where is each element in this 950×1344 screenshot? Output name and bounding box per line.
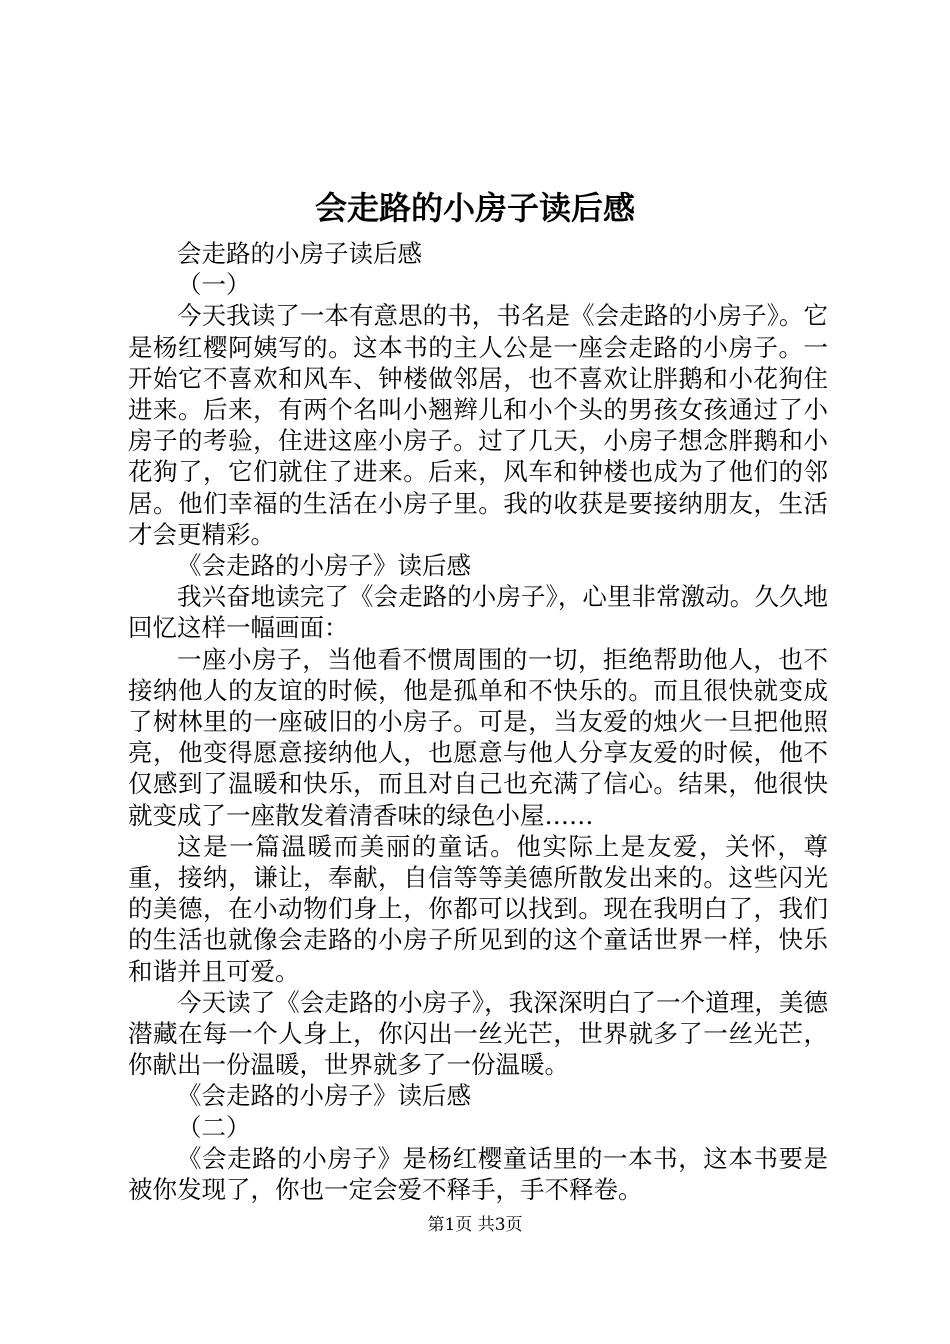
- paragraph: 我兴奋地读完了《会走路的小房子》，心里非常激动。久久地回忆这样一幅画面：: [128, 582, 828, 643]
- paragraph-subtitle: 会走路的小房子读后感: [177, 239, 422, 268]
- paragraph: 今天读了《会走路的小房子》，我深深明白了一个道理，美德潜藏在每一个人身上，你闪出一丝光芒，世界就多了一丝光芒，你献出一份温暖，世界就多了一份温暖。: [128, 987, 828, 1080]
- paragraph: 今天我读了一本有意思的书，书名是《会走路的小房子》。它是杨红樱阿姨写的。这本书的主人公是一座会走路的小房子。一开始它不喜欢和风车、钟楼做邻居，也不喜欢让胖鹅和小花狗住进来。后来，有两个名叫小翘辫儿和小个头的男孩女孩通过了小房子的考验，住进这座小房子。过了几天，小房子想念胖鹅和小花狗了，它们就住了进来。后来，风车和钟楼也成为了他们的邻居。他们幸福的生活在小房子里。我的收获是要接纳朋友，生活才会更精彩。: [128, 301, 828, 549]
- document-body: [128, 238, 828, 1205]
- paragraph-section-2: （二）: [177, 1112, 251, 1142]
- paragraph-section-1: （一）: [177, 270, 251, 300]
- paragraph: 一座小房子，当他看不惯周围的一切，拒绝帮助他人，也不接纳他人的友谊的时候，他是孤单和不快乐的。而且很快就变成了树林里的一座破旧的小房子。可是，当友爱的烛火一旦把他照亮，他变得愿意接纳他人，也愿意与他人分享友爱的时候，他不仅感到了温暖和快乐，而且对自己也充满了信心。结果，他很快就变成了一座散发着清香味的绿色小屋……: [128, 644, 828, 830]
- paragraph-heading: 《会走路的小房子》读后感: [177, 1081, 471, 1111]
- document-title: 会走路的小房子读后感: [314, 189, 635, 227]
- paragraph: 这是一篇温暖而美丽的童话。他实际上是友爱，关怀，尊重，接纳，谦让，奉献，自信等等美德所散发出来的。这些闪光的美德，在小动物们身上，你都可以找到。现在我明白了，我们的生活也就像会走路的小房子所见到的这个童话世界一样，快乐和谐并且可爱。: [128, 831, 828, 986]
- paragraph: 《会走路的小房子》是杨红樱童话里的一本书，这本书要是被你发现了，你也一定会爱不释手，手不释卷。: [128, 1143, 828, 1205]
- page-footer: 第1页 共3页: [427, 1215, 523, 1235]
- paragraph-heading: 《会走路的小房子》读后感: [177, 551, 471, 581]
